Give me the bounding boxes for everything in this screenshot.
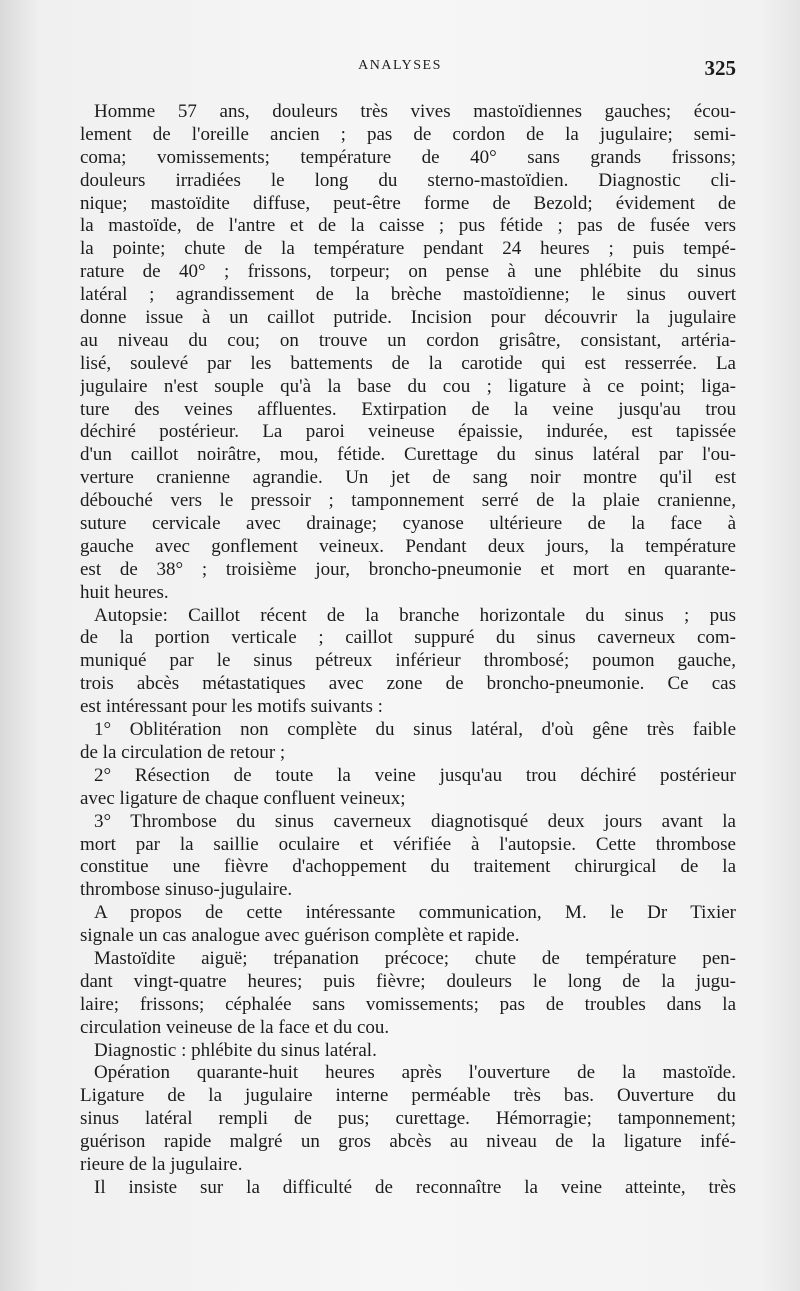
text-line: de la portion verticale ; caillot suppuré du sinus caverneux com- (80, 627, 736, 649)
text-line: verture cranienne agrandie. Un jet de sang noir montre qu'il est (80, 467, 736, 489)
text-line: rieure de la jugulaire. (80, 1153, 243, 1175)
text-line: est de 38° ; troisième jour, broncho-pneumonie et mort en quarante- (80, 558, 736, 580)
body-text (80, 101, 736, 1200)
text-line: muniqué par le sinus pétreux inférieur thrombosé; poumon gauche, (80, 650, 736, 672)
text-line: gauche avec gonflement veineux. Pendant deux jours, la température (80, 535, 736, 557)
text-line: Ligature de la jugulaire interne perméable très bas. Ouverture du (80, 1085, 736, 1107)
text-line: la mastoïde, de l'antre et de la caisse ; pus fétide ; pas de fusée vers (80, 215, 736, 237)
text-line: ture des veines affluentes. Extirpation de la veine jusqu'au trou (80, 398, 736, 420)
text-line: au niveau du cou; on trouve un cordon grisâtre, consistant, artéria- (80, 329, 736, 351)
text-line: rature de 40° ; frissons, torpeur; on pense à une phlébite du sinus (80, 261, 736, 283)
text-line: Autopsie: Caillot récent de la branche horizontale du sinus ; pus (94, 604, 736, 626)
text-line: latéral ; agrandissement de la brèche mastoïdienne; le sinus ouvert (80, 284, 736, 306)
text-line: 2° Résection de toute la veine jusqu'au trou déchiré postérieur (94, 764, 736, 786)
text-line: douleurs irradiées le long du sterno-mastoïdien. Diagnostic cli- (80, 169, 736, 191)
text-line: Diagnostic : phlébite du sinus latéral. (94, 1039, 377, 1061)
text-line: Homme 57 ans, douleurs très vives mastoïdiennes gauches; écou- (94, 101, 736, 122)
text-line: guérison rapide malgré un gros abcès au niveau de la ligature infé- (80, 1131, 736, 1153)
text-line: jugulaire n'est souple qu'à la base du cou ; ligature à ce point; liga- (80, 375, 736, 397)
running-head (0, 56, 800, 86)
text-line: dant vingt-quatre heures; puis fièvre; douleurs le long de la jugu- (80, 970, 736, 992)
text-line: Opération quarante-huit heures après l'ouverture de la mastoïde. (94, 1062, 736, 1084)
text-line: lisé, soulevé par les battements de la carotide qui est resserrée. La (80, 352, 736, 374)
text-line: de la circulation de retour ; (80, 741, 286, 763)
text-line: d'un caillot noirâtre, mou, fétide. Curettage du sinus latéral par l'ou- (80, 444, 736, 466)
text-line: est intéressant pour les motifs suivants : (80, 696, 383, 718)
text-line: signale un cas analogue avec guérison complète et rapide. (80, 925, 520, 947)
text-line: nique; mastoïdite diffuse, peut-être forme de Bezold; évidement de (80, 192, 736, 214)
text-line: débouché vers le pressoir ; tamponnement serré de la plaie cranienne, (80, 490, 736, 512)
text-line: A propos de cette intéressante communication, M. le Dr Tixier (94, 902, 736, 924)
text-line: sinus latéral rempli de pus; curettage. Hémorragie; tamponnement; (80, 1108, 736, 1130)
text-line: Il insiste sur la difficulté de reconnaître la veine atteinte, très (94, 1176, 736, 1198)
text-line: thrombose sinuso-jugulaire. (80, 879, 293, 901)
text-line: laire; frissons; céphalée sans vomissements; pas de troubles dans la (80, 993, 736, 1015)
page-number: 325 (704, 56, 736, 80)
text-line: donne issue à un caillot putride. Incision pour découvrir la jugulaire (80, 307, 736, 329)
running-title: ANALYSES (358, 58, 442, 73)
text-line: constitue une fièvre d'achoppement du traitement chirurgical de la (80, 856, 736, 878)
text-line: déchiré postérieur. La paroi veineuse épaissie, indurée, est tapissée (80, 421, 736, 443)
text-line: mort par la saillie oculaire et vérifiée à l'autopsie. Cette thrombose (80, 833, 736, 855)
text-line: circulation veineuse de la face et du cou. (80, 1016, 390, 1038)
text-line: avec ligature de chaque confluent veineux; (80, 787, 406, 809)
text-line: coma; vomissements; température de 40° sans grands frissons; (80, 146, 736, 168)
text-line: la pointe; chute de la température pendant 24 heures ; puis tempé- (80, 238, 736, 260)
text-line: 3° Thrombose du sinus caverneux diagnotisqué deux jours avant la (94, 810, 736, 832)
text-line: trois abcès métastatiques avec zone de broncho-pneumonie. Ce cas (80, 673, 736, 695)
text-line: 1° Oblitération non complète du sinus latéral, d'où gêne très faible (94, 719, 736, 741)
text-line: Mastoïdite aiguë; trépanation précoce; chute de température pen- (94, 947, 736, 969)
text-line: huit heures. (80, 581, 169, 603)
text-line: lement de l'oreille ancien ; pas de cordon de la jugulaire; semi- (80, 123, 736, 145)
text-line: suture cervicale avec drainage; cyanose ultérieure de la face à (80, 513, 736, 535)
